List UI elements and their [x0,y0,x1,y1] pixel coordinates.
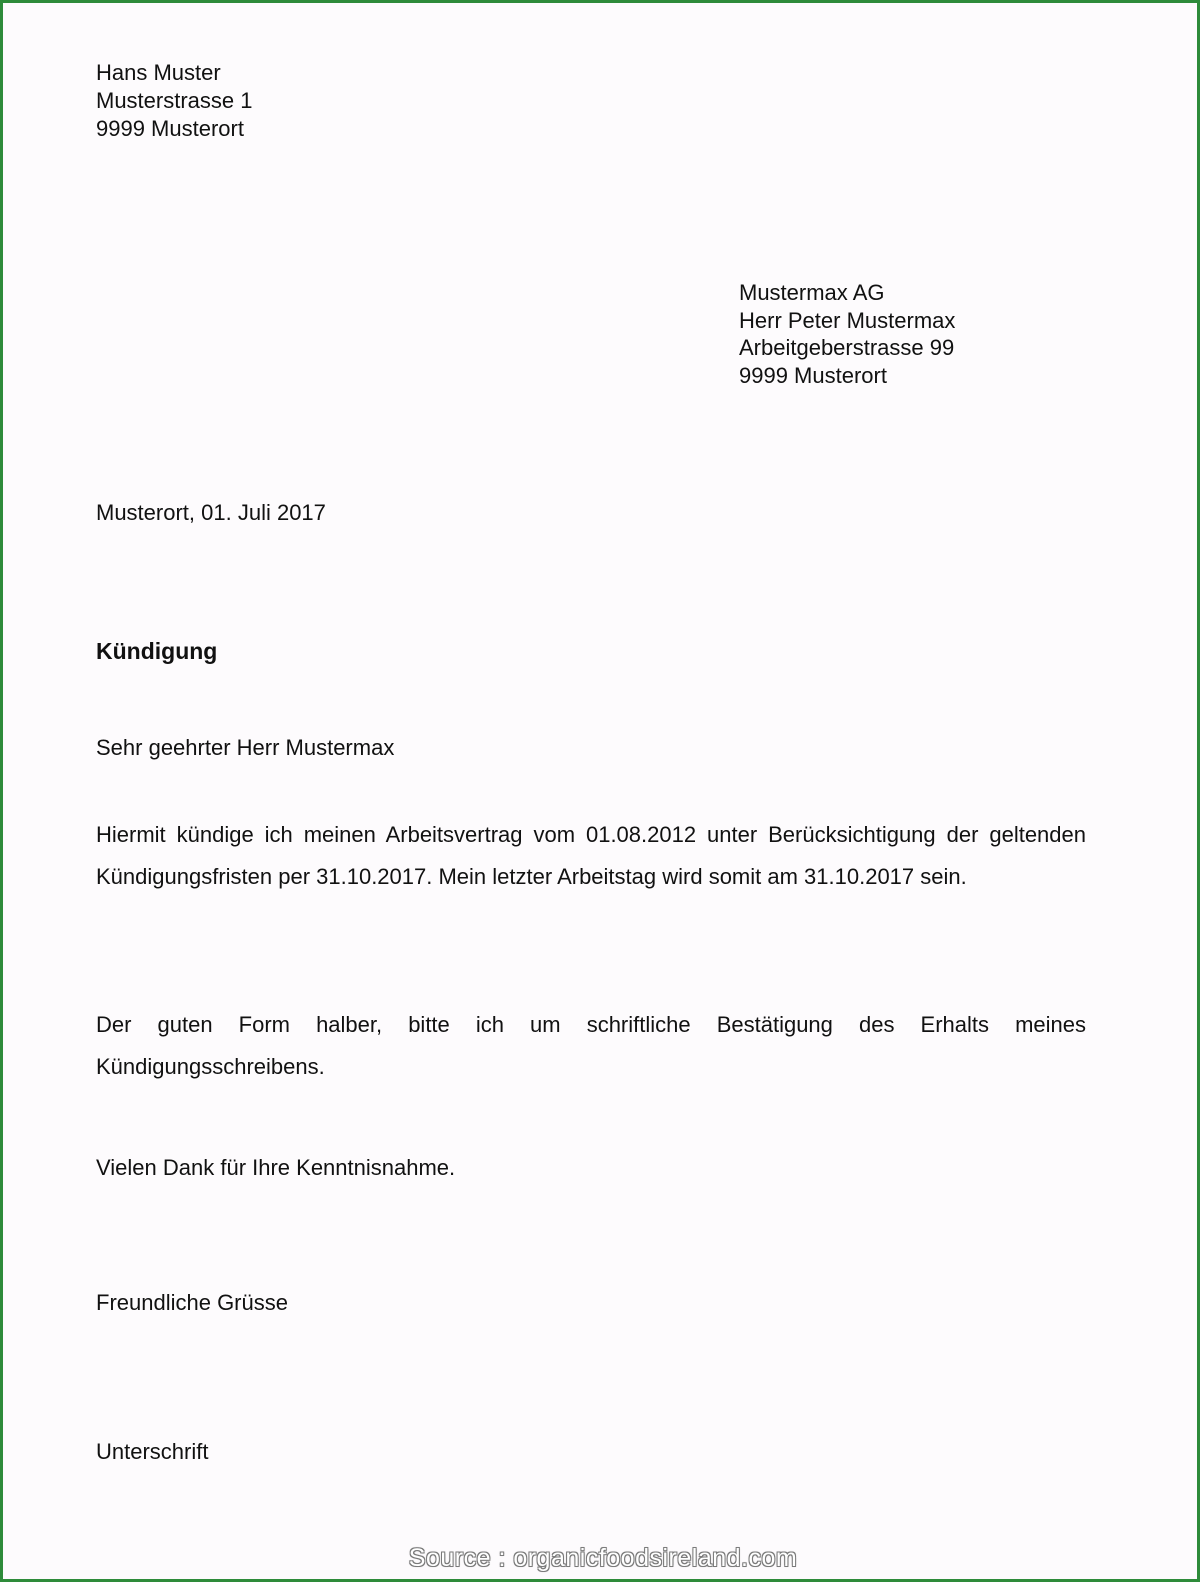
recipient-person: Herr Peter Mustermax [739,308,956,333]
body-paragraph-confirmation: Der guten Form halber, bitte ich um schriftliche Bestätigung des Erhalts meines Kündigungsschreibens. [96,1012,1086,1079]
letter-subject: Kündigung [96,638,218,664]
recipient-city: 9999 Musterort [739,363,887,388]
sender-street: Musterstrasse 1 [96,88,253,113]
sender-city: 9999 Musterort [96,116,244,141]
date-line: Musterort, 01. Juli 2017 [96,500,326,525]
salutation: Sehr geehrter Herr Mustermax [96,735,395,760]
closing: Freundliche Grüsse [96,1290,288,1315]
recipient-street: Arbeitgeberstrasse 99 [739,335,955,360]
signature-label: Unterschrift [96,1439,209,1464]
source-watermark: Source : organicfoodsireland.com [408,1544,798,1572]
recipient-company: Mustermax AG [739,280,885,305]
body-paragraph-thanks: Vielen Dank für Ihre Kenntnisnahme. [96,1155,456,1180]
body-paragraph-notice: Hiermit kündige ich meinen Arbeitsvertrag vom 01.08.2012 unter Berücksichtigung der geltenden Kündigungsfristen per 31.10.2017. Mein letzter Arbeitstag wird somit am 31.10.2017 sein. [96,822,1086,889]
sender-name: Hans Muster [96,60,221,85]
